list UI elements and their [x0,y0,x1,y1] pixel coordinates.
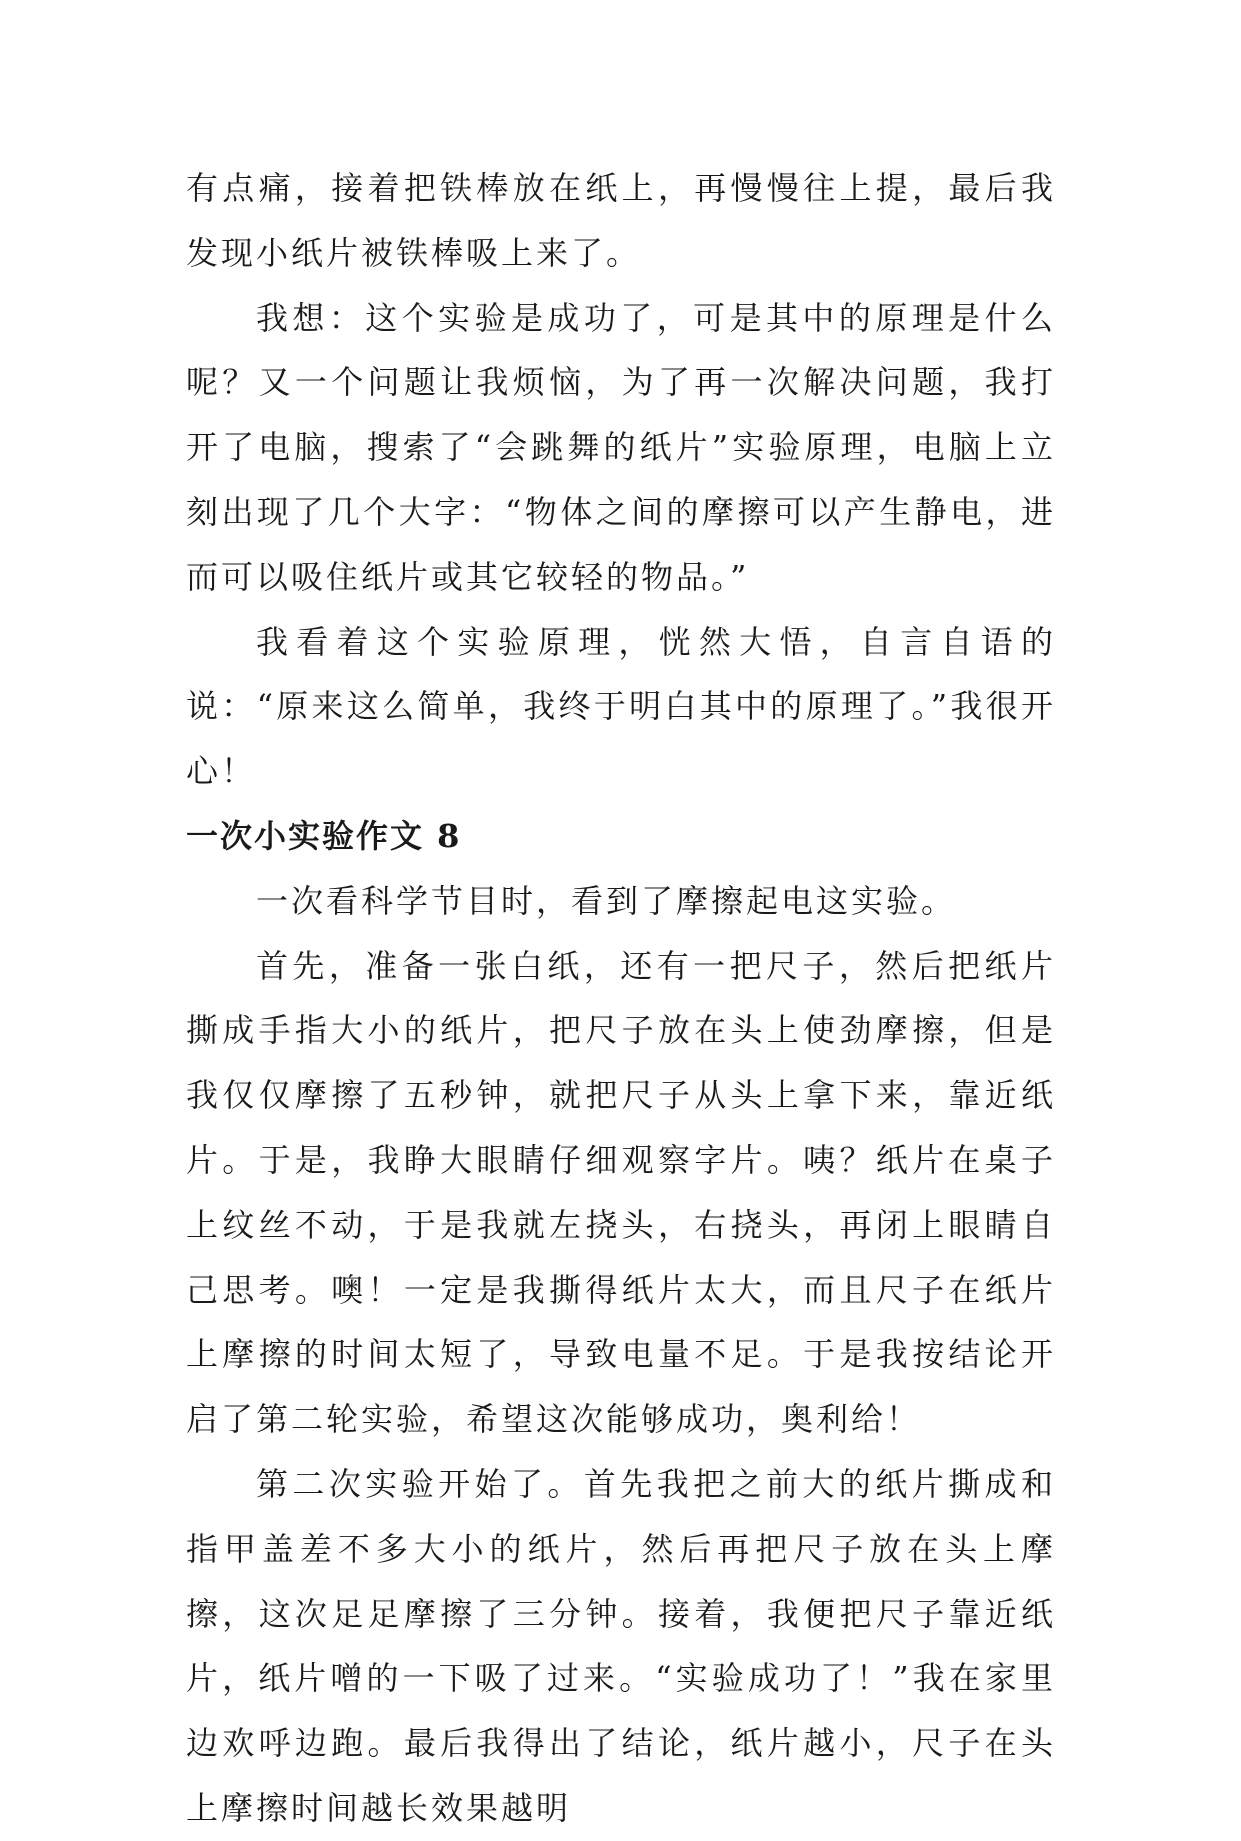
paragraph-4: 一次看科学节目时，看到了摩擦起电这实验。 [256,881,957,920]
section-heading: 一次小实验作文 8 [186,816,462,855]
paragraph-5: 首先，准备一张白纸，还有一把尺子，然后把纸片撕成手指大小的纸片，把尺子放在头上使劲摩擦，但是我仅仅摩擦了五秒钟，就把尺子从头上拿下来，靠近纸片。于是，我睁大眼睛仔细观察字片。咦？纸片在桌子上纹丝不动，于是我就左挠头，右挠头，再闭上眼睛自己思考。噢！一定是我撕得纸片太大，而且尺子在纸片上摩擦的时间太短了，导致电量不足。于是我按结论开启了第二轮实验，希望这次能够成功，奥利给！ [186,946,1056,1439]
document-body [186,156,1056,1841]
paragraph-2: 我想：这个实验是成功了，可是其中的原理是什么呢？又一个问题让我烦恼，为了再一次解决问题，我打开了电脑，搜索了“会跳舞的纸片”实验原理，电脑上立刻出现了几个大字：“物体之间的摩擦可以产生静电，进而可以吸住纸片或其它较轻的物品。” [186,298,1056,596]
paragraph-6: 第二次实验开始了。首先我把之前大的纸片撕成和指甲盖差不多大小的纸片，然后再把尺子放在头上摩擦，这次足足摩擦了三分钟。接着，我便把尺子靠近纸片，纸片噌的一下吸了过来。“实验成功了！”我在家里边欢呼边跑。最后我得出了结论，纸片越小，尺子在头上摩擦时间越长效果越明 [186,1464,1056,1827]
paragraph-1: 有点痛，接着把铁棒放在纸上，再慢慢往上提，最后我发现小纸片被铁棒吸上来了。 [186,169,1056,272]
paragraph-3: 我看着这个实验原理，恍然大悟，自言自语的说：“原来这么简单，我终于明白其中的原理了。”我很开心！ [186,622,1056,791]
